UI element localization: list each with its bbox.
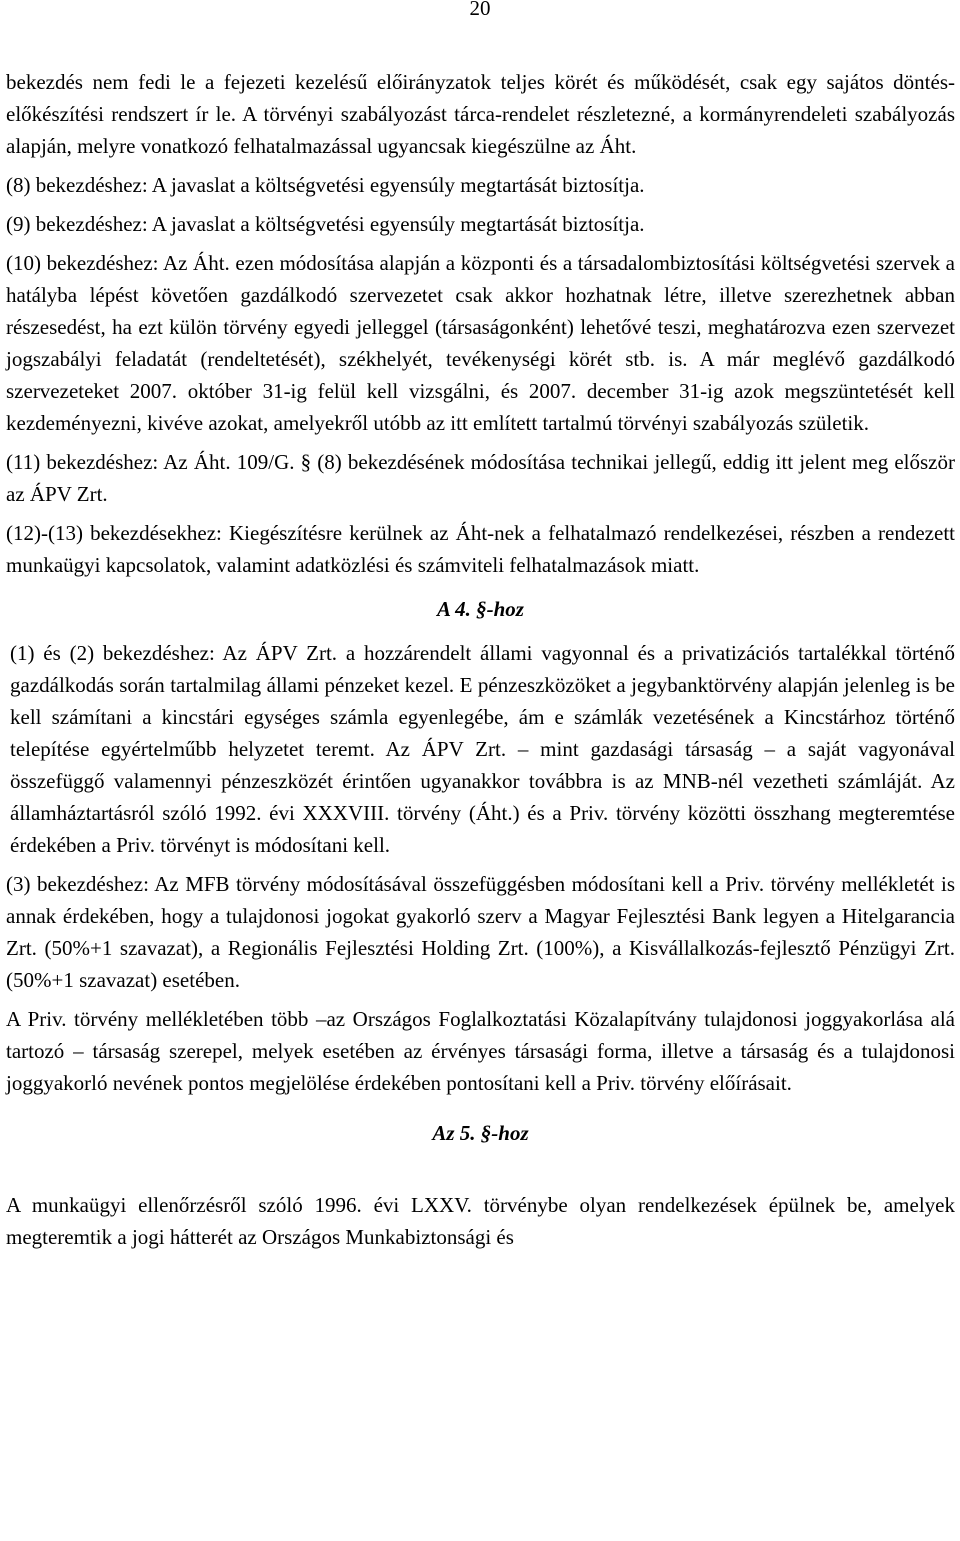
paragraph-4-1-2: (1) és (2) bekezdéshez: Az ÁPV Zrt. a hozzárendelt állami vagyonnal és a privatizációs tartalékkal történő gazdálkodás során tartalmilag állami pénzeket kezel. E pénzeszközöket a jegybanktörvény alapján jelenleg is be kell számítani a kincstári egységes számla egyenlegébe, ám e számlák vezetésének a Kincstárhoz történő telepítése egyértelműbb helyzetet teremt. Az ÁPV Zrt. – mint gazdasági társaság – a saját vagyonával összefüggő valamennyi pénzeszközét érintően ugyanakkor továbbra is az MNB-nél vezetheti számláját. Az államháztartásról szóló 1992. évi XXXVIII. törvény (Áht.) és a Priv. törvény közötti összhang megteremtése érdekében a Priv. törvényt is módosítani kell. (10, 641, 955, 857)
paragraph-intro: bekezdés nem fedi le a fejezeti kezelésű előirányzatok teljes körét és működését, csak egy sajátos döntés-előkészítési rendszert ír le. A törvényi szabályozást tárca-rendelet részletezné, a kormányrendeleti szabályozás alapján, melyre vonatkozó felhatalmazással ugyancsak kiegészülne az Áht. (6, 70, 955, 158)
section-heading-4: A 4. §-hoz (437, 597, 524, 621)
paragraph-12-13: (12)-(13) bekezdésekhez: Kiegészítésre kerülnek az Áht-nek a felhatalmazó rendelkezései, részben a rendezett munkaügyi kapcsolatok, valamint adatközlési és számviteli felhatalmazások miatt. (6, 521, 955, 577)
paragraph-11: (11) bekezdéshez: Az Áht. 109/G. § (8) bekezdésének módosítása technikai jellegű, eddig itt jelent meg először az ÁPV Zrt. (6, 450, 955, 506)
paragraph-8: (8) bekezdéshez: A javaslat a költségvetési egyensúly megtartását biztosítja. (6, 173, 645, 197)
document-body (6, 66, 955, 1260)
paragraph-priv-annex: A Priv. törvény mellékletében több –az Országos Foglalkoztatási Közalapítvány tulajdonosi joggyakorlása alá tartozó – társaság szerepel, melyek esetében az érvényes társasági forma, illetve a társaság és a tulajdonosi joggyakorló nevének pontos megjelölése érdekében pontosítani kell a Priv. törvény előírásait. (6, 1007, 955, 1095)
section-heading-5: Az 5. §-hoz (432, 1121, 529, 1145)
paragraph-10: (10) bekezdéshez: Az Áht. ezen módosítása alapján a központi és a társadalombiztosítási költségvetési szervek a hatályba lépést követően gazdálkodó szervezetet csak akkor hozhatnak létre, illetve szerezhetnek abban részesedést, ha ezt külön törvény egyedi jelleggel (társaságonként) lehetővé teszi, meghatározva ezen szervezet jogszabályi feladatát (rendeltetését), székhelyét, tevékenységi körét stb. is. A már meglévő gazdálkodó szervezeteket 2007. október 31-ig felül kell vizsgálni, és 2007. december 31-ig azok megszüntetését kell kezdeményezni, kivéve azokat, amelyekről utóbb az itt említett tartalmú törvényi szabályozás születik. (6, 251, 955, 435)
paragraph-9: (9) bekezdéshez: A javaslat a költségvetési egyensúly megtartását biztosítja. (6, 212, 645, 236)
paragraph-5-intro: A munkaügyi ellenőrzésről szóló 1996. évi LXXV. törvénybe olyan rendelkezések épülnek be, amelyek megteremtik a jogi hátterét az Országos Munkabiztonsági és (6, 1193, 955, 1249)
page-number: 20 (469, 0, 491, 20)
paragraph-4-3: (3) bekezdéshez: Az MFB törvény módosításával összefüggésben módosítani kell a Priv. törvény mellékletét is annak érdekében, hogy a tulajdonosi jogokat gyakorló szerv a Magyar Fejlesztési Bank legyen a Hitelgarancia Zrt. (50%+1 szavazat), a Regionális Fejlesztési Holding Zrt. (100%), a Kisvállalkozás-fejlesztő Pénzügyi Zrt. (50%+1 szavazat) esetében. (6, 872, 955, 992)
